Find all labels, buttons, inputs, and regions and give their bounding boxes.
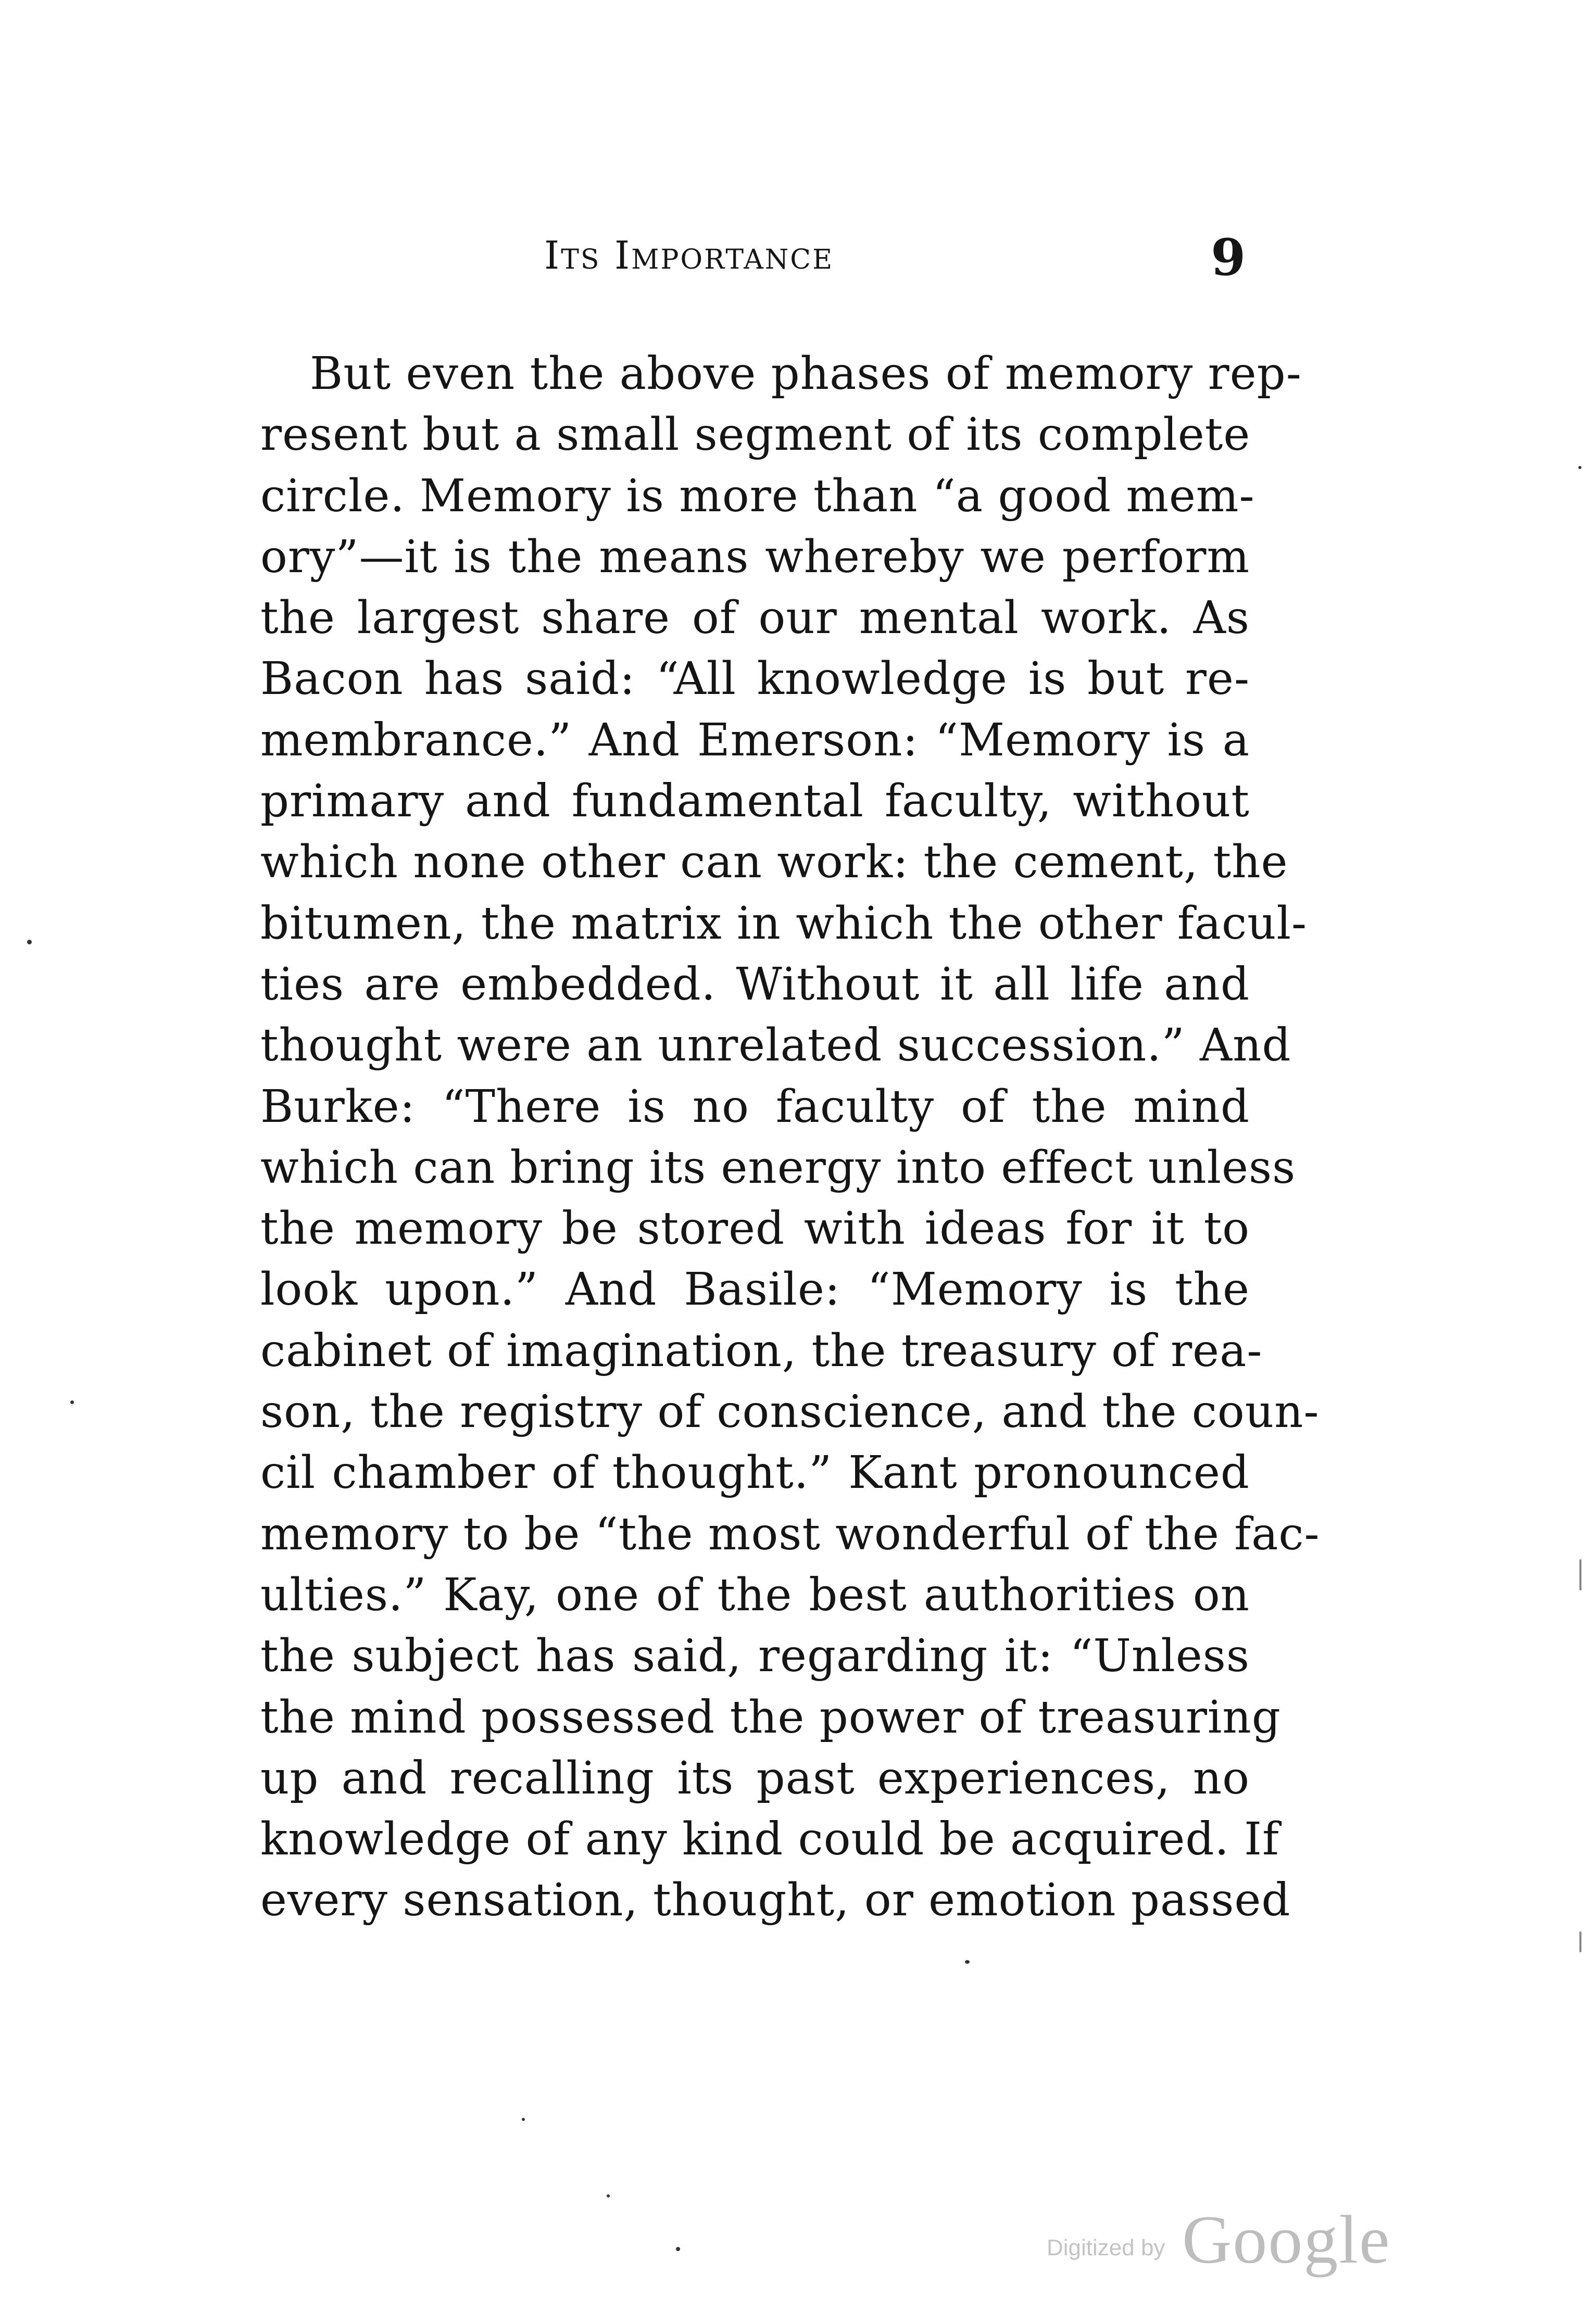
text-line: ties are embedded. Without it all life and: [260, 958, 1250, 1011]
text-line: Burke: “There is no faculty of the mind: [260, 1080, 1250, 1133]
scan-speck: [1579, 1559, 1581, 1590]
text-line: knowledge of any kind could be acquired. If: [260, 1813, 1279, 1866]
scan-speck: [27, 940, 32, 944]
text-line: circle. Memory is more than “a good mem-: [260, 470, 1255, 522]
body-text: [260, 344, 1320, 1931]
scan-speck: [70, 1400, 74, 1404]
text-line: Bacon has said: “All knowledge is but re-: [260, 653, 1250, 705]
text-line: the mind possessed the power of treasuring: [260, 1691, 1281, 1744]
text-line: every sensation, thought, or emotion passed: [260, 1874, 1291, 1927]
text-line: the memory be stored with ideas for it to: [260, 1203, 1250, 1255]
running-head: [260, 228, 1250, 296]
scan-speck: [676, 2247, 680, 2251]
google-logo: Google: [1182, 2201, 1391, 2278]
text-line: primary and fundamental faculty, without: [260, 775, 1250, 828]
scan-speck: [1579, 1931, 1581, 1952]
text-line: resent but a small segment of its complete: [260, 409, 1251, 461]
text-line: cabinet of imagination, the treasury of rea-: [260, 1324, 1263, 1377]
text-line: membrance.” And Emerson: “Memory is a: [260, 714, 1250, 766]
text-line: cil chamber of thought.” Kant pronounced: [260, 1447, 1250, 1499]
text-line: son, the registry of conscience, and the coun-: [260, 1386, 1320, 1438]
scan-speck: [522, 2118, 525, 2121]
text-line: which none other can work: the cement, the: [260, 836, 1288, 889]
watermark-prefix: Digitized by: [1047, 2235, 1165, 2260]
text-line: bitumen, the matrix in which the other facul-: [260, 897, 1308, 950]
text-line: ory”—it is the means whereby we perform: [260, 531, 1250, 583]
digitized-by-google-watermark: [1047, 2200, 1567, 2278]
page-number: 9: [1211, 228, 1246, 287]
scan-speck: [607, 2194, 610, 2197]
text-line: look upon.” And Basile: “Memory is the: [260, 1264, 1250, 1316]
text-line: the subject has said, regarding it: “Unless: [260, 1630, 1250, 1683]
scan-speck: [1578, 466, 1581, 469]
text-line: But even the above phases of memory rep-: [310, 348, 1302, 400]
text-line: memory to be “the most wonderful of the fac-: [260, 1508, 1320, 1560]
text-line: up and recalling its past experiences, no: [260, 1752, 1250, 1804]
text-line: the largest share of our mental work. As: [260, 592, 1250, 645]
scan-speck: [965, 1960, 970, 1964]
text-line: ulties.” Kay, one of the best authorities on: [260, 1569, 1250, 1621]
running-title: Its Importance: [544, 233, 834, 278]
text-line: thought were an unrelated succession.” And: [260, 1019, 1291, 1072]
text-line: which can bring its energy into effect unless: [260, 1141, 1296, 1194]
